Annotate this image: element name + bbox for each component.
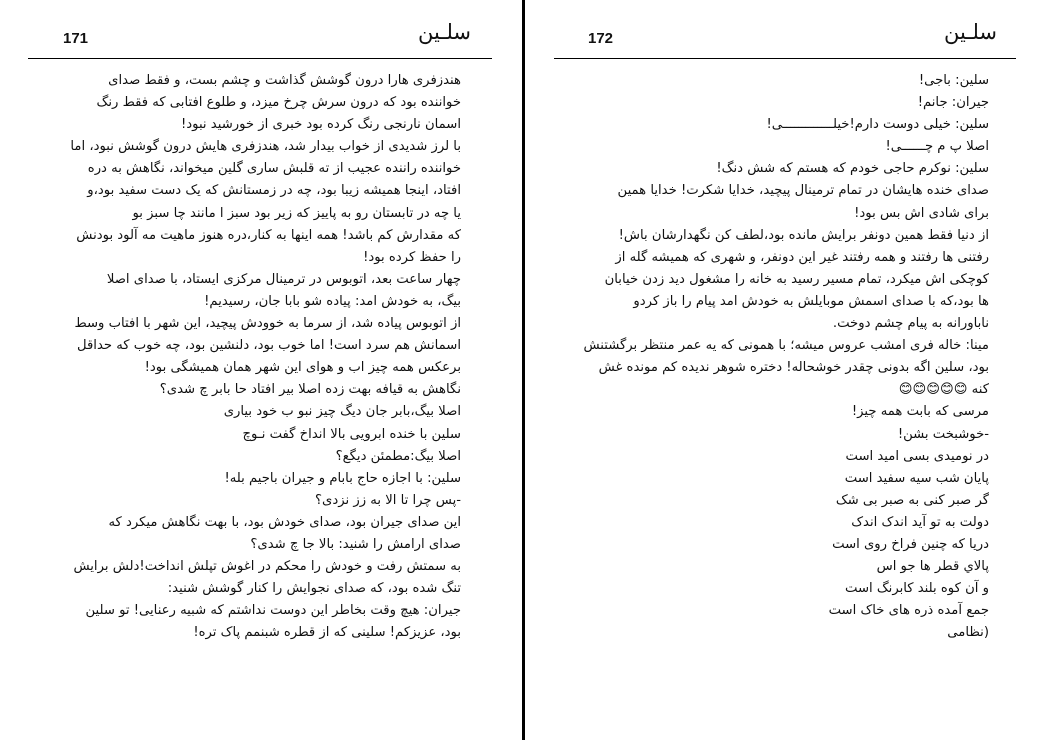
- text-line: مرسی که بابت همه چیز!: [851, 404, 989, 420]
- text-line: -پس چرا تا الا به زز نزدی؟: [315, 492, 461, 508]
- text-line: سلین با خنده ابرویی بالا انداخ گفت نـوچ: [242, 426, 461, 442]
- text-line: چهار ساعت بعد، اتوبوس در ترمینال مرکزی ایستاد، با صدای اصلا: [106, 271, 461, 287]
- left-header-rule: [28, 58, 492, 59]
- text-line: رفتنی ها رفتند و همه رفتند غیر این دونفر، و شهری که همیشه گله از: [615, 249, 989, 265]
- right-page-header: [526, 0, 1047, 58]
- text-line: از اتوبوس پیاده شد، از سرما به خوودش پیچید، این شهر با افتاب وسط: [74, 316, 461, 332]
- text-line: اصلا پ م چــــــی!: [885, 139, 989, 155]
- text-line: سلین: باجی!: [918, 73, 989, 88]
- text-line: جمع آمده ذره های خاک است: [828, 603, 989, 619]
- text-line: نگاهش به قیافه بهت زده اصلا بیر افتاد حا بابر چ شدی؟: [159, 382, 461, 398]
- text-line: کوچکی اش میکرد، تمام مسیر رسید به خانه را مشغول دید زدن خیابان: [604, 271, 989, 287]
- text-line: تنگ شده بود، که صدای نجوایش را کنار گوشش شنید:: [167, 581, 461, 597]
- text-line: و آن کوه بلند کابرنگ است: [845, 581, 989, 597]
- text-line: گر صبر کنی به صبر بی شک: [835, 492, 989, 508]
- text-line: برای شادی اش بس بود!: [854, 205, 989, 221]
- text-line: مینا: خاله فری امشب عروس میشه؛ با همونی که یه عمر منتظر برگشتنش: [583, 338, 989, 354]
- page-divider: [522, 0, 525, 740]
- text-line: بود، عزیزکم! سلینی که از قطره شبنمم پاک تره!: [193, 625, 461, 641]
- text-line: بیگ، به خودش امد: پیاده شو بابا جان، رسیدیم!: [204, 293, 461, 309]
- right-page-number: 172: [588, 30, 614, 47]
- text-line: جیران: جانم!: [917, 95, 989, 111]
- text-line: اصلا بیگ،بابر جان دیگ چیز نبو ب خود بیاری: [223, 404, 461, 420]
- left-page-body: [51, 70, 461, 644]
- text-line: پالاي قطر ها جو اس: [876, 559, 989, 575]
- text-line: کنه 😊😊😊😊😊: [898, 382, 989, 398]
- left-page-number: 171: [63, 30, 89, 47]
- text-line: این صدای جیران بود، صدای خودش بود، با بهت نگاهش میکرد که: [108, 514, 461, 530]
- text-line: افتاد، اینجا همیشه زیبا بود، چه در زمستانش که یک دست سفید بود،و: [87, 183, 461, 199]
- text-line: اصلا بیگ:مطمئن دیگع؟: [335, 448, 461, 464]
- text-line: خواننده راننده عجیب از ته قلبش ساری گلین میخواند، نگاهش به دره: [87, 161, 461, 177]
- right-page: [526, 0, 1047, 740]
- text-line: با لرز شدیدی از خواب بیدار شد، هندزفری هایش درون گوشش نبود، اما: [70, 139, 461, 155]
- text-line: پایان شب سیه سفید است: [844, 470, 989, 486]
- text-line: دریا که چنین فراخ روی است: [832, 536, 989, 552]
- text-line: -خوشبخت بشن!: [897, 426, 989, 442]
- text-line: دولت به تو آید اندک اندک: [851, 514, 989, 530]
- text-line: بود، سلین اگه بدونی چقدر خوشحاله! دختره شوهر ندیده کم مونده غش: [598, 360, 989, 376]
- text-line: به سمتش رفت و خودش را محکم در اغوش تپلش انداخت!دلش برایش: [73, 559, 461, 575]
- left-page: [0, 0, 523, 740]
- right-header-rule: [554, 58, 1016, 59]
- text-line: ها بود،که با صدای اسمش موبایلش به خودش امد پیام را باز کردو: [633, 293, 989, 309]
- text-line: سلین: خیلی دوست دارم!خیلـــــــــــــی!: [766, 117, 989, 133]
- text-line: یا چه در تابستان رو به پاییز که زیر بود سبز ا مانند چا سبز بو: [132, 205, 461, 221]
- text-line: اسمانش هم سرد است! اما خوب بود، دلنشین بود، چه خوب که حداقل: [76, 338, 461, 354]
- text-line: برعکس همه چیز اب و هوای این شهر همان همیشگی بود!: [144, 360, 461, 376]
- right-page-body: [569, 70, 989, 644]
- text-line: که مقدارش کم باشد! همه اینها به کنار،دره هنوز ماهیت مه آلود بودنش: [76, 227, 461, 243]
- text-line: در نومیدی بسی امید است: [845, 448, 989, 464]
- text-line: را حفظ کرده بود!: [363, 249, 461, 265]
- text-line: هندزفری هارا درون گوشش گذاشت و چشم بست، و فقط صدای: [108, 73, 461, 88]
- left-page-title: سلـین: [418, 20, 472, 44]
- text-line: جیران: هیچ وقت بخاطر این دوست نداشتم که شبیه رعنایی! تو سلین: [85, 603, 461, 619]
- text-line: صدای ارامش را شنید: بالا جا چ شدی؟: [250, 536, 461, 552]
- text-line: اسمان نارنجی رنگ کرده بود خبری از خورشید نبود!: [180, 117, 461, 133]
- text-line: از دنیا فقط همین دونفر برایش مانده بود،لطف کن نگهدارشان باش!: [618, 227, 989, 243]
- right-page-title: سلـین: [944, 20, 998, 44]
- text-line: صدای خنده هایشان در تمام ترمینال پیچید، خدایا شکرت! خدایا همین: [617, 183, 989, 199]
- text-line: سلین: با اجازه حاج بابام و جیران باجیم بله!: [224, 470, 461, 486]
- text-line: ناباورانه به پیام چشم دوخت.: [832, 316, 989, 332]
- left-page-header: [0, 0, 523, 58]
- text-line: سلین: نوکرم حاجی خودم که هستم که شش دنگ!: [716, 161, 989, 177]
- text-line: (نظامی: [947, 625, 989, 641]
- text-line: خواننده بود که درون سرش چرخ میزد، و طلوع افتابی که فقط رنگ: [96, 95, 461, 111]
